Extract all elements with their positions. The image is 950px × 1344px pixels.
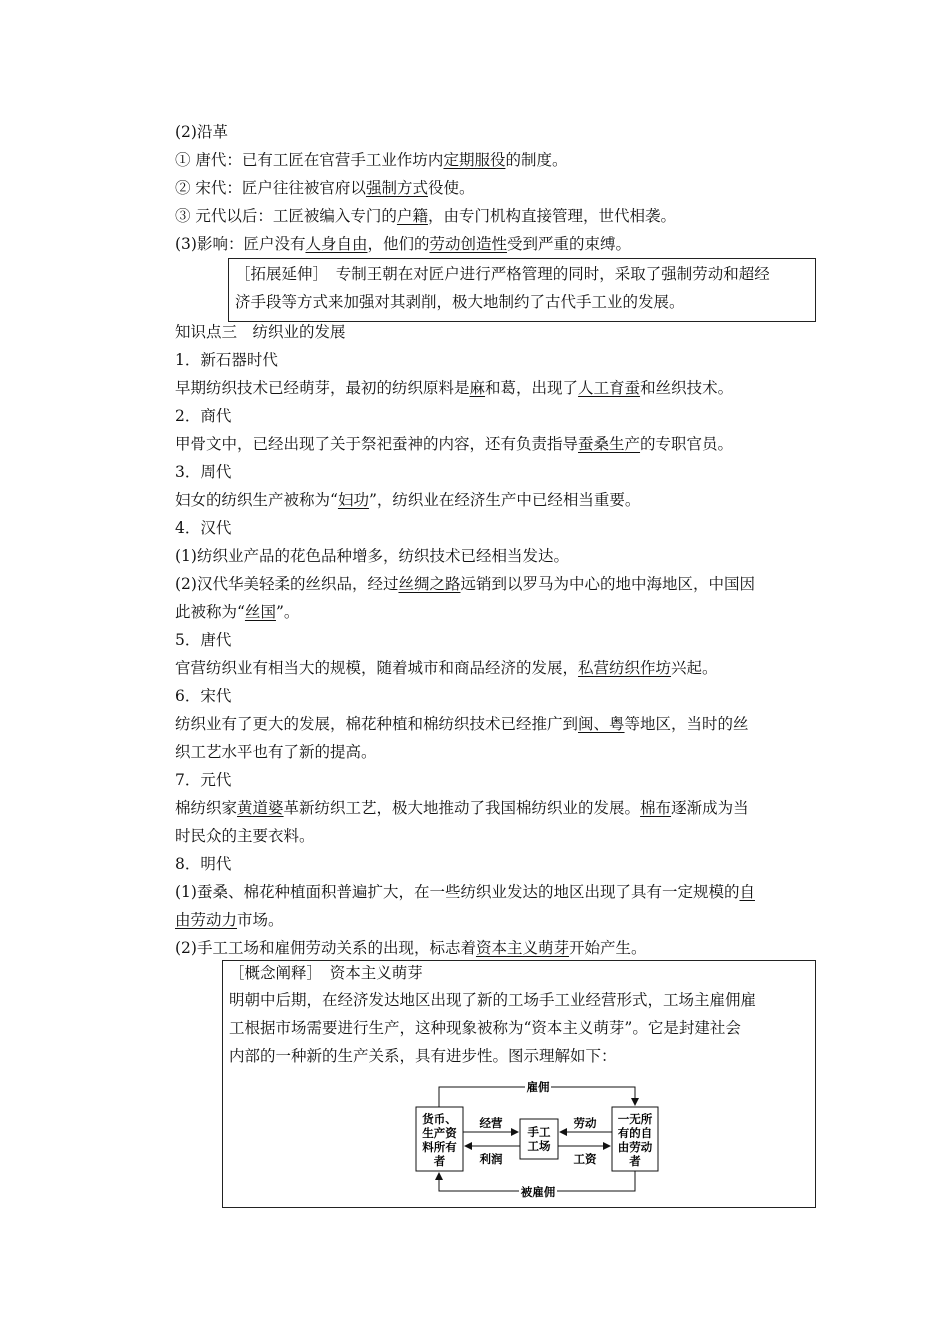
underlined-term: 人身自由 <box>305 235 368 253</box>
labor-label: 劳动 <box>573 1116 597 1130</box>
text-segment: 革新纺织工艺，极大地推动了我国棉纺织业的发展。 <box>283 799 641 817</box>
underlined-term: 蚕桑生产 <box>578 435 641 453</box>
text-segment: 时民众的主要衣料。 <box>175 827 315 845</box>
right-text-line: 有的自 <box>617 1126 653 1140</box>
operate-label: 经营 <box>479 1116 503 1130</box>
text-segment: 4．汉代 <box>175 519 232 537</box>
underlined-term: 麻 <box>469 379 486 397</box>
text-segment: 此被称为“ <box>175 603 245 621</box>
text-segment: 5．唐代 <box>175 631 232 649</box>
underlined-term: 闽、粤 <box>578 715 625 733</box>
neolithic-text <box>175 378 733 398</box>
text-segment: 役使。 <box>427 179 475 197</box>
underlined-term: 黄道婆 <box>237 799 284 817</box>
text-segment: ② 宋代：匠户往往被官府以 <box>175 179 366 197</box>
text-segment: ③ 元代以后：工匠被编入专门的 <box>175 207 397 225</box>
song-line <box>175 178 474 198</box>
zhou-heading <box>175 462 231 482</box>
underlined-term: 丝国 <box>244 603 276 621</box>
left-text-line: 货币、 <box>422 1112 457 1126</box>
text-segment: 棉纺织家 <box>175 799 238 817</box>
text-segment: 的制度。 <box>505 151 568 169</box>
kp3-heading <box>175 322 346 342</box>
text-segment: 织工艺水平也有了新的提高。 <box>175 743 377 761</box>
text-segment: 开始产生。 <box>568 939 647 957</box>
extension-line-2: 济手段等方式来加强对其剥削，极大地制约了古代手工业的发展。 <box>235 293 685 311</box>
song2-text-a <box>175 714 749 734</box>
text-segment: 的专职官员。 <box>640 435 734 453</box>
text-segment: 官营纺织业有相当大的规模，随着城市和商品经济的发展， <box>175 659 579 677</box>
underlined-term: 定期服役 <box>443 151 506 169</box>
right-text-line: 者 <box>629 1154 641 1168</box>
underlined-term: 丝绸之路 <box>398 575 461 593</box>
shang-text <box>175 434 733 454</box>
text-segment: 1．新石器时代 <box>175 351 278 369</box>
concept-line-3: 内部的一种新的生产关系，具有进步性。图示理解如下： <box>229 1047 617 1065</box>
ming-text-1b <box>175 910 284 930</box>
han-text-1 <box>175 546 569 566</box>
concept-title: ［概念阐释］ 资本主义萌芽 <box>229 964 423 982</box>
underlined-term: 户籍 <box>396 207 428 225</box>
text-segment: (2)手工工场和雇佣劳动关系的出现，标志着 <box>175 939 476 957</box>
capitalism-sprout-diagram <box>401 1075 671 1199</box>
text-segment: ”，纺织业在经济生产中已经相当重要。 <box>368 491 641 509</box>
concept-line-2: 工根据市场需要进行生产，这种现象被称为“资本主义萌芽”。它是封建社会 <box>229 1019 741 1037</box>
text-segment: ① 唐代：已有工匠在官营手工业作坊内 <box>175 151 444 169</box>
left-text-line: 者 <box>433 1154 446 1168</box>
center-text-line: 手工 <box>527 1125 551 1139</box>
text-segment: ，他们的 <box>367 235 430 253</box>
text-segment: ”。 <box>275 603 300 621</box>
text-segment: 等地区，当时的丝 <box>624 715 749 733</box>
text-segment: 妇女的纺织生产被称为“ <box>175 491 338 509</box>
laborer-label <box>618 1112 653 1168</box>
tang2-text <box>175 658 718 678</box>
ming-text-1a <box>175 882 755 902</box>
underlined-term: 妇功 <box>337 491 369 509</box>
hire-label: 雇佣 <box>526 1080 550 1094</box>
text-segment: (2)汉代华美轻柔的丝织品，经过 <box>175 575 399 593</box>
text-segment: 6．宋代 <box>175 687 232 705</box>
ming-text-2 <box>175 938 647 958</box>
song2-text-b <box>175 742 377 762</box>
right-text-line: 一无所 <box>617 1112 653 1126</box>
tang-line <box>175 150 567 170</box>
owner-label <box>422 1112 457 1168</box>
text-segment: 知识点三 纺织业的发展 <box>175 323 346 341</box>
text-segment: 纺织业有了更大的发展，棉花种植和棉纺织技术已经推广到 <box>175 715 579 733</box>
zhou-text <box>175 490 640 510</box>
yuan2-text-b <box>175 826 315 846</box>
text-segment: (3)影响：匠户没有 <box>175 235 306 253</box>
left-text-line: 生产资 <box>422 1126 457 1140</box>
text-segment: 兴起。 <box>671 659 718 677</box>
text-segment: (1)蚕桑、棉花种植面积普遍扩大，在一些纺织业发达的地区出现了具有一定规模的 <box>175 883 740 901</box>
han-text-2a <box>175 574 755 594</box>
text-segment: (1)纺织业产品的花色品种增多，纺织技术已经相当发达。 <box>175 547 569 565</box>
concept-box <box>222 960 816 1208</box>
text-segment: ，由专门机构直接管理，世代相袭。 <box>427 207 676 225</box>
shang-heading <box>175 406 231 426</box>
influence-line <box>175 234 631 254</box>
text-segment: 2．商代 <box>175 407 232 425</box>
extension-box <box>228 258 816 322</box>
underlined-term: 私营纺织作坊 <box>578 659 672 677</box>
left-text-line: 料所有 <box>422 1140 457 1154</box>
text-segment: 和丝织技术。 <box>640 379 734 397</box>
text-segment: 远销到以罗马为中心的地中海地区，中国因 <box>460 575 755 593</box>
concept-line-1: 明朝中后期，在经济发达地区出现了新的工场手工业经营形式，工场主雇佣雇 <box>229 991 757 1009</box>
underlined-term: 资本主义萌芽 <box>475 939 569 957</box>
text-segment: 3．周代 <box>175 463 232 481</box>
text-segment: 受到严重的束缚。 <box>507 235 632 253</box>
evolution-heading <box>175 122 228 142</box>
ming-heading <box>175 854 231 874</box>
han-heading <box>175 518 231 538</box>
extension-line-1: ［拓展延伸］ 专制王朝在对匠户进行严格管理的同时，采取了强制劳动和超经 <box>235 265 770 283</box>
text-segment: (2)沿革 <box>175 123 228 141</box>
text-segment: 逐渐成为当 <box>671 799 749 817</box>
song2-heading <box>175 686 231 706</box>
wage-label: 工资 <box>573 1152 597 1166</box>
tang2-heading <box>175 630 231 650</box>
text-segment: 8．明代 <box>175 855 232 873</box>
yuan2-text-a <box>175 798 749 818</box>
workshop-label <box>528 1125 551 1153</box>
underlined-term: 自 <box>739 883 755 901</box>
text-segment: 7．元代 <box>175 771 232 789</box>
underlined-term: 强制方式 <box>365 179 428 197</box>
underlined-term: 棉布 <box>640 799 672 817</box>
neolithic-heading <box>175 350 278 370</box>
yuan2-heading <box>175 770 231 790</box>
text-segment: 甲骨文中，已经出现了关于祭祀蚕神的内容，还有负责指导 <box>175 435 579 453</box>
han-text-2b <box>175 602 299 622</box>
profit-label: 利润 <box>479 1152 503 1166</box>
text-segment: 和葛，出现了 <box>485 379 579 397</box>
text-segment: 市场。 <box>237 911 284 929</box>
right-text-line: 由劳动 <box>617 1140 653 1154</box>
center-text-line: 工场 <box>527 1139 551 1153</box>
underlined-term: 由劳动力 <box>175 911 238 929</box>
yuan-line <box>175 206 676 226</box>
underlined-term: 人工育蚕 <box>578 379 641 397</box>
underlined-term: 劳动创造性 <box>429 235 508 253</box>
text-segment: 早期纺织技术已经萌芽，最初的纺织原料是 <box>175 379 470 397</box>
hired-label: 被雇佣 <box>520 1185 556 1199</box>
